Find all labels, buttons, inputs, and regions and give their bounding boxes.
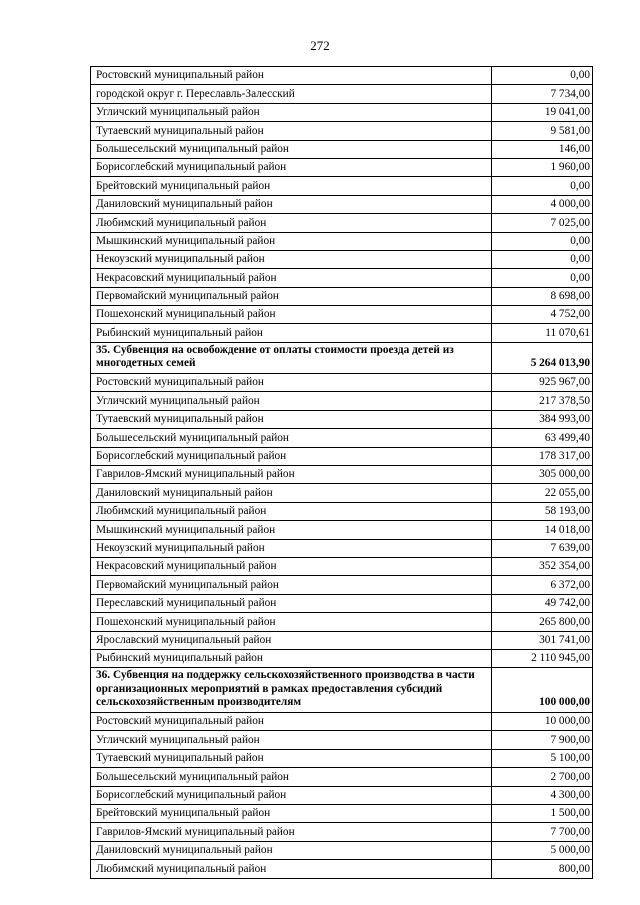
table-row <box>91 447 593 465</box>
table-row <box>91 631 593 649</box>
municipality-name: Тутаевский муниципальный район <box>91 749 492 767</box>
municipality-name: Пошехонский муниципальный район <box>91 306 492 324</box>
amount-value: 0,00 <box>492 67 593 85</box>
table-row <box>91 306 593 324</box>
table-row <box>91 466 593 484</box>
amount-value: 2 700,00 <box>492 768 593 786</box>
municipality-name: Пошехонский муниципальный район <box>91 613 492 631</box>
table-row <box>91 140 593 158</box>
municipality-name: Брейтовский муниципальный район <box>91 805 492 823</box>
amount-value: 384 993,00 <box>492 410 593 428</box>
section-title: 36. Субвенция на поддержку сельскохозяйственного производства в части организационных мероприятий в рамках предоставления субсидий сельскохозяйственным производителям <box>91 668 492 713</box>
municipality-name: Ярославский муниципальный район <box>91 631 492 649</box>
table-row <box>91 539 593 557</box>
municipality-name: Мышкинский муниципальный район <box>91 232 492 250</box>
municipality-name: Угличский муниципальный район <box>91 103 492 121</box>
table-row <box>91 250 593 268</box>
table-row <box>91 484 593 502</box>
table-row <box>91 576 593 594</box>
table-row <box>91 287 593 305</box>
amount-value: 4 300,00 <box>492 786 593 804</box>
table-row <box>91 557 593 575</box>
municipality-name: Борисоглебский муниципальный район <box>91 158 492 176</box>
amount-value: 352 354,00 <box>492 557 593 575</box>
table-row <box>91 158 593 176</box>
section-header-row <box>91 668 593 713</box>
amount-value: 0,00 <box>492 250 593 268</box>
amount-value: 4 000,00 <box>492 195 593 213</box>
municipality-name: Ростовский муниципальный район <box>91 67 492 85</box>
table-row <box>91 841 593 859</box>
section-header-row <box>91 342 593 373</box>
municipality-name: Переславский муниципальный район <box>91 594 492 612</box>
municipality-name: Тутаевский муниципальный район <box>91 122 492 140</box>
table-row <box>91 786 593 804</box>
municipality-name: Даниловский муниципальный район <box>91 195 492 213</box>
amount-value: 49 742,00 <box>492 594 593 612</box>
amount-value: 22 055,00 <box>492 484 593 502</box>
amount-value: 5 000,00 <box>492 841 593 859</box>
amount-value: 7 639,00 <box>492 539 593 557</box>
municipality-name: Первомайский муниципальный район <box>91 576 492 594</box>
table-row <box>91 324 593 342</box>
amount-value: 301 741,00 <box>492 631 593 649</box>
amount-value: 5 100,00 <box>492 749 593 767</box>
section-total: 100 000,00 <box>492 668 593 713</box>
table-row <box>91 410 593 428</box>
amount-value: 11 070,61 <box>492 324 593 342</box>
municipality-name: Тутаевский муниципальный район <box>91 410 492 428</box>
amount-value: 217 378,50 <box>492 392 593 410</box>
table-row <box>91 122 593 140</box>
municipality-name: Большесельский муниципальный район <box>91 768 492 786</box>
amount-value: 7 025,00 <box>492 214 593 232</box>
municipality-name: Ростовский муниципальный район <box>91 374 492 392</box>
municipality-name: Брейтовский муниципальный район <box>91 177 492 195</box>
subvention-table-body <box>91 67 593 879</box>
amount-value: 0,00 <box>492 232 593 250</box>
amount-value: 19 041,00 <box>492 103 593 121</box>
table-row <box>91 429 593 447</box>
amount-value: 265 800,00 <box>492 613 593 631</box>
table-row <box>91 649 593 667</box>
amount-value: 14 018,00 <box>492 521 593 539</box>
amount-value: 6 372,00 <box>492 576 593 594</box>
municipality-name: Большесельский муниципальный район <box>91 429 492 447</box>
table-row <box>91 392 593 410</box>
municipality-name: Ростовский муниципальный район <box>91 713 492 731</box>
municipality-name: Даниловский муниципальный район <box>91 841 492 859</box>
municipality-name: Первомайский муниципальный район <box>91 287 492 305</box>
table-row <box>91 85 593 103</box>
subvention-table <box>90 66 593 879</box>
amount-value: 0,00 <box>492 177 593 195</box>
municipality-name: Даниловский муниципальный район <box>91 484 492 502</box>
municipality-name: Некрасовский муниципальный район <box>91 557 492 575</box>
table-row <box>91 67 593 85</box>
municipality-name: Любимский муниципальный район <box>91 214 492 232</box>
amount-value: 4 752,00 <box>492 306 593 324</box>
table-row <box>91 860 593 878</box>
amount-value: 7 700,00 <box>492 823 593 841</box>
table-row <box>91 749 593 767</box>
table-row <box>91 177 593 195</box>
section-total: 5 264 013,90 <box>492 342 593 373</box>
amount-value: 146,00 <box>492 140 593 158</box>
table-row <box>91 768 593 786</box>
municipality-name: Угличский муниципальный район <box>91 731 492 749</box>
page-number: 272 <box>310 38 330 53</box>
table-row <box>91 374 593 392</box>
table-row <box>91 805 593 823</box>
municipality-name: Борисоглебский муниципальный район <box>91 447 492 465</box>
amount-value: 800,00 <box>492 860 593 878</box>
municipality-name: Большесельский муниципальный район <box>91 140 492 158</box>
municipality-name: Рыбинский муниципальный район <box>91 649 492 667</box>
amount-value: 63 499,40 <box>492 429 593 447</box>
municipality-name: Некрасовский муниципальный район <box>91 269 492 287</box>
table-row <box>91 613 593 631</box>
table-row <box>91 214 593 232</box>
table-row <box>91 195 593 213</box>
table-row <box>91 103 593 121</box>
section-title: 35. Субвенция на освобождение от оплаты стоимости проезда детей из многодетных семей <box>91 342 492 373</box>
municipality-name: Любимский муниципальный район <box>91 860 492 878</box>
table-row <box>91 594 593 612</box>
table-row <box>91 823 593 841</box>
table-row <box>91 232 593 250</box>
amount-value: 58 193,00 <box>492 502 593 520</box>
table-row <box>91 713 593 731</box>
table-row <box>91 502 593 520</box>
amount-value: 9 581,00 <box>492 122 593 140</box>
municipality-name: Любимский муниципальный район <box>91 502 492 520</box>
municipality-name: Некоузский муниципальный район <box>91 250 492 268</box>
amount-value: 1 500,00 <box>492 805 593 823</box>
municipality-name: Мышкинский муниципальный район <box>91 521 492 539</box>
municipality-name: Борисоглебский муниципальный район <box>91 786 492 804</box>
amount-value: 8 698,00 <box>492 287 593 305</box>
table-row <box>91 521 593 539</box>
amount-value: 305 000,00 <box>492 466 593 484</box>
municipality-name: Рыбинский муниципальный район <box>91 324 492 342</box>
municipality-name: Некоузский муниципальный район <box>91 539 492 557</box>
municipality-name: городской округ г. Переславль-Залесский <box>91 85 492 103</box>
table-row <box>91 269 593 287</box>
amount-value: 1 960,00 <box>492 158 593 176</box>
amount-value: 178 317,00 <box>492 447 593 465</box>
amount-value: 10 000,00 <box>492 713 593 731</box>
municipality-name: Гаврилов-Ямский муниципальный район <box>91 823 492 841</box>
table-row <box>91 731 593 749</box>
amount-value: 925 967,00 <box>492 374 593 392</box>
amount-value: 7 900,00 <box>492 731 593 749</box>
amount-value: 7 734,00 <box>492 85 593 103</box>
amount-value: 2 110 945,00 <box>492 649 593 667</box>
municipality-name: Гаврилов-Ямский муниципальный район <box>91 466 492 484</box>
municipality-name: Угличский муниципальный район <box>91 392 492 410</box>
amount-value: 0,00 <box>492 269 593 287</box>
